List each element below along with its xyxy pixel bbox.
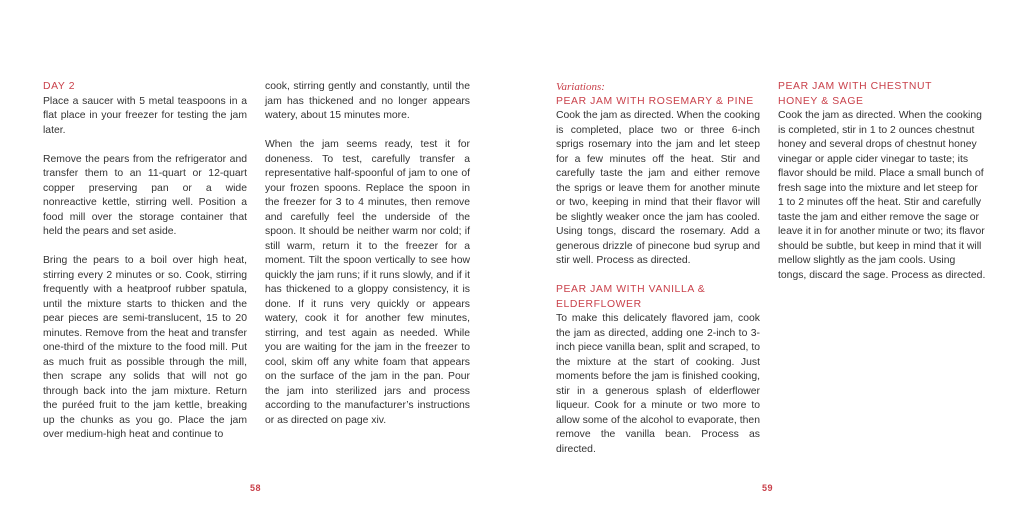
- heading-chestnut-line1: PEAR JAM WITH CHESTNUT: [778, 81, 933, 92]
- page-number-right: 59: [762, 483, 774, 493]
- day-heading: DAY 2: [43, 81, 76, 92]
- right-column-2: [778, 80, 986, 283]
- paragraph-chestnut-sage: Cook the jam as directed. When the cooking is completed, stir in 1 to 2 ounces chestnut honey and several drops of chestnut honey vinegar or apple cider vinegar to taste; its flavor should be mild. Place a small bunch of fresh sage into the mixture and let steep for 1 to 2 minutes off the heat. Stir and carefully taste the jam and either remove the sage or leave it in for another minute or two; its flavor should be subtle, but keep in mind that it will mellow slightly as the jam cools. Using tongs, discard the sage. Process as directed.: [778, 110, 986, 281]
- right-column-1: [556, 80, 760, 457]
- paragraph-cook-stirring: cook, stirring gently and constantly, until the jam has thickened and no longer appears watery, about 15 minutes more.: [265, 81, 470, 121]
- paragraph-bring-to-boil: Bring the pears to a boil over high heat, stirring every 2 minutes or so. Cook, stirring frequently with a heatproof rubber spatula, until the mixture starts to thicken and the pear pieces are semi-translucent, 15 to 20 minutes. Remove from the heat and transfer one-third of the mixture to the food mill. Put as much fruit as possible through the mill, then scrape any solids that will not go through back into the jam mixture. Return the puréed fruit to the jam kettle, breaking up the chunks as you go. Place the jam over medium-high heat and continue to: [43, 255, 247, 440]
- paragraph-vanilla-elderflower: To make this delicately flavored jam, cook the jam as directed, adding one 2-inch to 3-inch piece vanilla bean, split and scraped, to the mixture at the start of cooking. Just moments before the jam is finished cooking, stir in a generous splash of elderflower liqueur. Cook for a minute or two more to allow some of the alcohol to evaporate, then remove the vanilla bean. Process as directed.: [556, 313, 760, 455]
- paragraph-doneness-test: When the jam seems ready, test it for doneness. To test, carefully transfer a representative half-spoonful of jam to one of your frozen spoons. Replace the spoon in the freezer for 3 to 4 minutes, then remove and carefully feel the underside of the spoon. It should be neither warm nor cold; if still warm, return it to the freezer for a moment. Tilt the spoon vertically to see how quickly the jam runs; if it runs slowly, and if it has thickened to a gloppy consistency, it is done. If it runs very quickly or appears watery, cook it for another few minutes, stirring, and test again as needed. While you are waiting for the jam in the freezer to cool, skim off any white foam that appears on the surface of the jam in the pan. Pour the jam into sterilized jars and process according to the manufacturer’s instructions or as directed on page xiv.: [265, 139, 470, 426]
- left-column-1: [43, 80, 247, 443]
- heading-rosemary-pine: PEAR JAM WITH ROSEMARY & PINE: [556, 95, 754, 107]
- heading-vanilla-line1: PEAR JAM WITH VANILLA &: [556, 284, 706, 295]
- paragraph-rosemary-pine: Cook the jam as directed. When the cooking is completed, place two or three 6-inch sprigs rosemary into the jam and let steep for a few minutes off the heat. Stir and carefully taste the jam and either remove the sprigs or leave them for another minute or two, keeping in mind that their flavor will be slightly weaker once the jam has cooled. Using tongs, discard the rosemary. Add a generous drizzle of pinecone bud syrup and stir well. Process as directed.: [556, 110, 760, 266]
- left-column-2: [265, 80, 470, 428]
- variations-label: Variations:: [556, 81, 605, 93]
- heading-vanilla-line2: ELDERFLOWER: [556, 298, 642, 310]
- page-number-left: 58: [250, 483, 262, 493]
- paragraph-remove-pears: Remove the pears from the refrigerator and transfer them to an 11-quart or 12-quart copper preserving pan or a wide nonreactive kettle, stirring well. Position a food mill over the storage container that held the pears and set aside.: [43, 153, 247, 237]
- heading-chestnut-line2: HONEY & SAGE: [778, 95, 864, 107]
- paragraph-saucer: Place a saucer with 5 metal teaspoons in a flat place in your freezer for testing the jam later.: [43, 95, 247, 136]
